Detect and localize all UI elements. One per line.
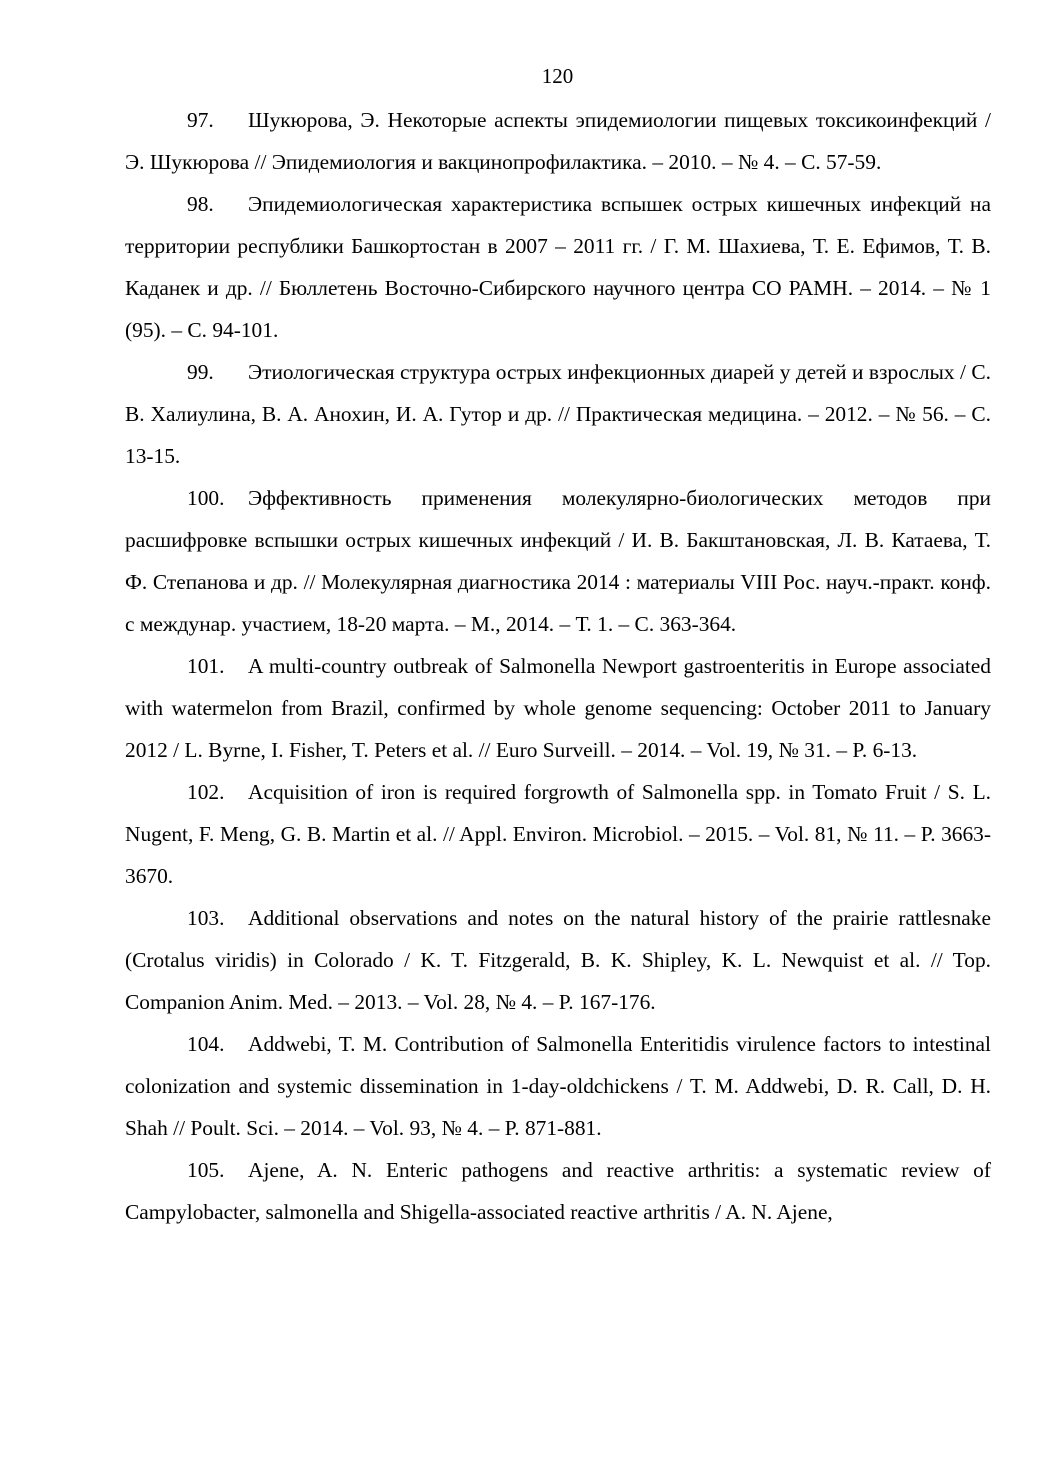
reference-text: Эпидемиологическая характеристика вспышек острых кишечных инфекций на территории республики Башкортостан в 2007 – 2011 гг. / Г. М. Шахиева, Т. Е. Ефимов, Т. В. Каданек и др. // Бюллетень Восточно-Сибирского научного центра СО РАМН. – 2014. – № 1 (95). – С. 94-101. — [125, 192, 991, 342]
reference-item — [125, 183, 991, 351]
reference-number: 105. — [187, 1158, 225, 1182]
reference-item — [125, 897, 991, 1023]
reference-item — [125, 771, 991, 897]
reference-text: Шукюрова, Э. Некоторые аспекты эпидемиологии пищевых токсикоинфекций / Э. Шукюрова // Эпидемиология и вакцинопрофилактика. – 2010. – № 4. – С. 57-59. — [125, 108, 991, 174]
reference-text: Эффективность применения молекулярно-биологических методов при расшифровке вспышки острых кишечных инфекций / И. В. Бакштановская, Л. В. Катаева, Т. Ф. Степанова и др. // Молекулярная диагностика 2014 : материалы VIII Рос. науч.-практ. конф. с междунар. участием, 18-20 марта. – М., 2014. – Т. 1. – С. 363-364. — [125, 486, 991, 636]
reference-item — [125, 99, 991, 183]
reference-text: Addwebi, T. M. Contribution of Salmonella Enteritidis virulence factors to intestinal colonization and systemic dissemination in 1-day-oldchickens / T. M. Addwebi, D. R. Call, D. H. Shah // Poult. Sci. – 2014. – Vol. 93, № 4. – P. 871-881. — [125, 1032, 991, 1140]
reference-number: 101. — [187, 654, 225, 678]
reference-number: 102. — [187, 780, 225, 804]
reference-text: Additional observations and notes on the natural history of the prairie rattlesnake (Crotalus viridis) in Colorado / K. T. Fitzgerald, B. K. Shipley, K. L. Newquist et al. // Top. Companion Anim. Med. – 2013. – Vol. 28, № 4. – P. 167-176. — [125, 906, 991, 1014]
reference-number: 97. — [187, 108, 214, 132]
reference-item — [125, 645, 991, 771]
reference-number: 99. — [187, 360, 214, 384]
reference-number: 103. — [187, 906, 225, 930]
reference-item — [125, 1149, 991, 1233]
reference-text: Acquisition of iron is required forgrowth of Salmonella spp. in Tomato Fruit / S. L. Nugent, F. Meng, G. B. Martin et al. // Appl. Environ. Microbiol. – 2015. – Vol. 81, № 11. – P. 3663-3670. — [125, 780, 991, 888]
reference-number: 98. — [187, 192, 214, 216]
reference-text: Ajene, A. N. Enteric pathogens and reactive arthritis: a systematic review of Campylobacter, salmonella and Shigella-associated reactive arthritis / A. N. Ajene, — [125, 1158, 991, 1224]
reference-list — [125, 99, 991, 1233]
reference-number: 104. — [187, 1032, 225, 1056]
reference-text: A multi-country outbreak of Salmonella Newport gastroenteritis in Europe associated with watermelon from Brazil, confirmed by whole genome sequencing: October 2011 to January 2012 / L. Byrne, I. Fisher, T. Peters et al. // Euro Surveill. – 2014. – Vol. 19, № 31. – P. 6-13. — [125, 654, 991, 762]
reference-text: Этиологическая структура острых инфекционных диарей у детей и взрослых / С. В. Халиулина, В. А. Анохин, И. А. Гутор и др. // Практическая медицина. – 2012. – № 56. – С. 13-15. — [125, 360, 991, 468]
reference-item — [125, 351, 991, 477]
page-number: 120 — [541, 64, 574, 88]
reference-item — [125, 477, 991, 645]
reference-number: 100. — [187, 486, 225, 510]
reference-item — [125, 1023, 991, 1149]
